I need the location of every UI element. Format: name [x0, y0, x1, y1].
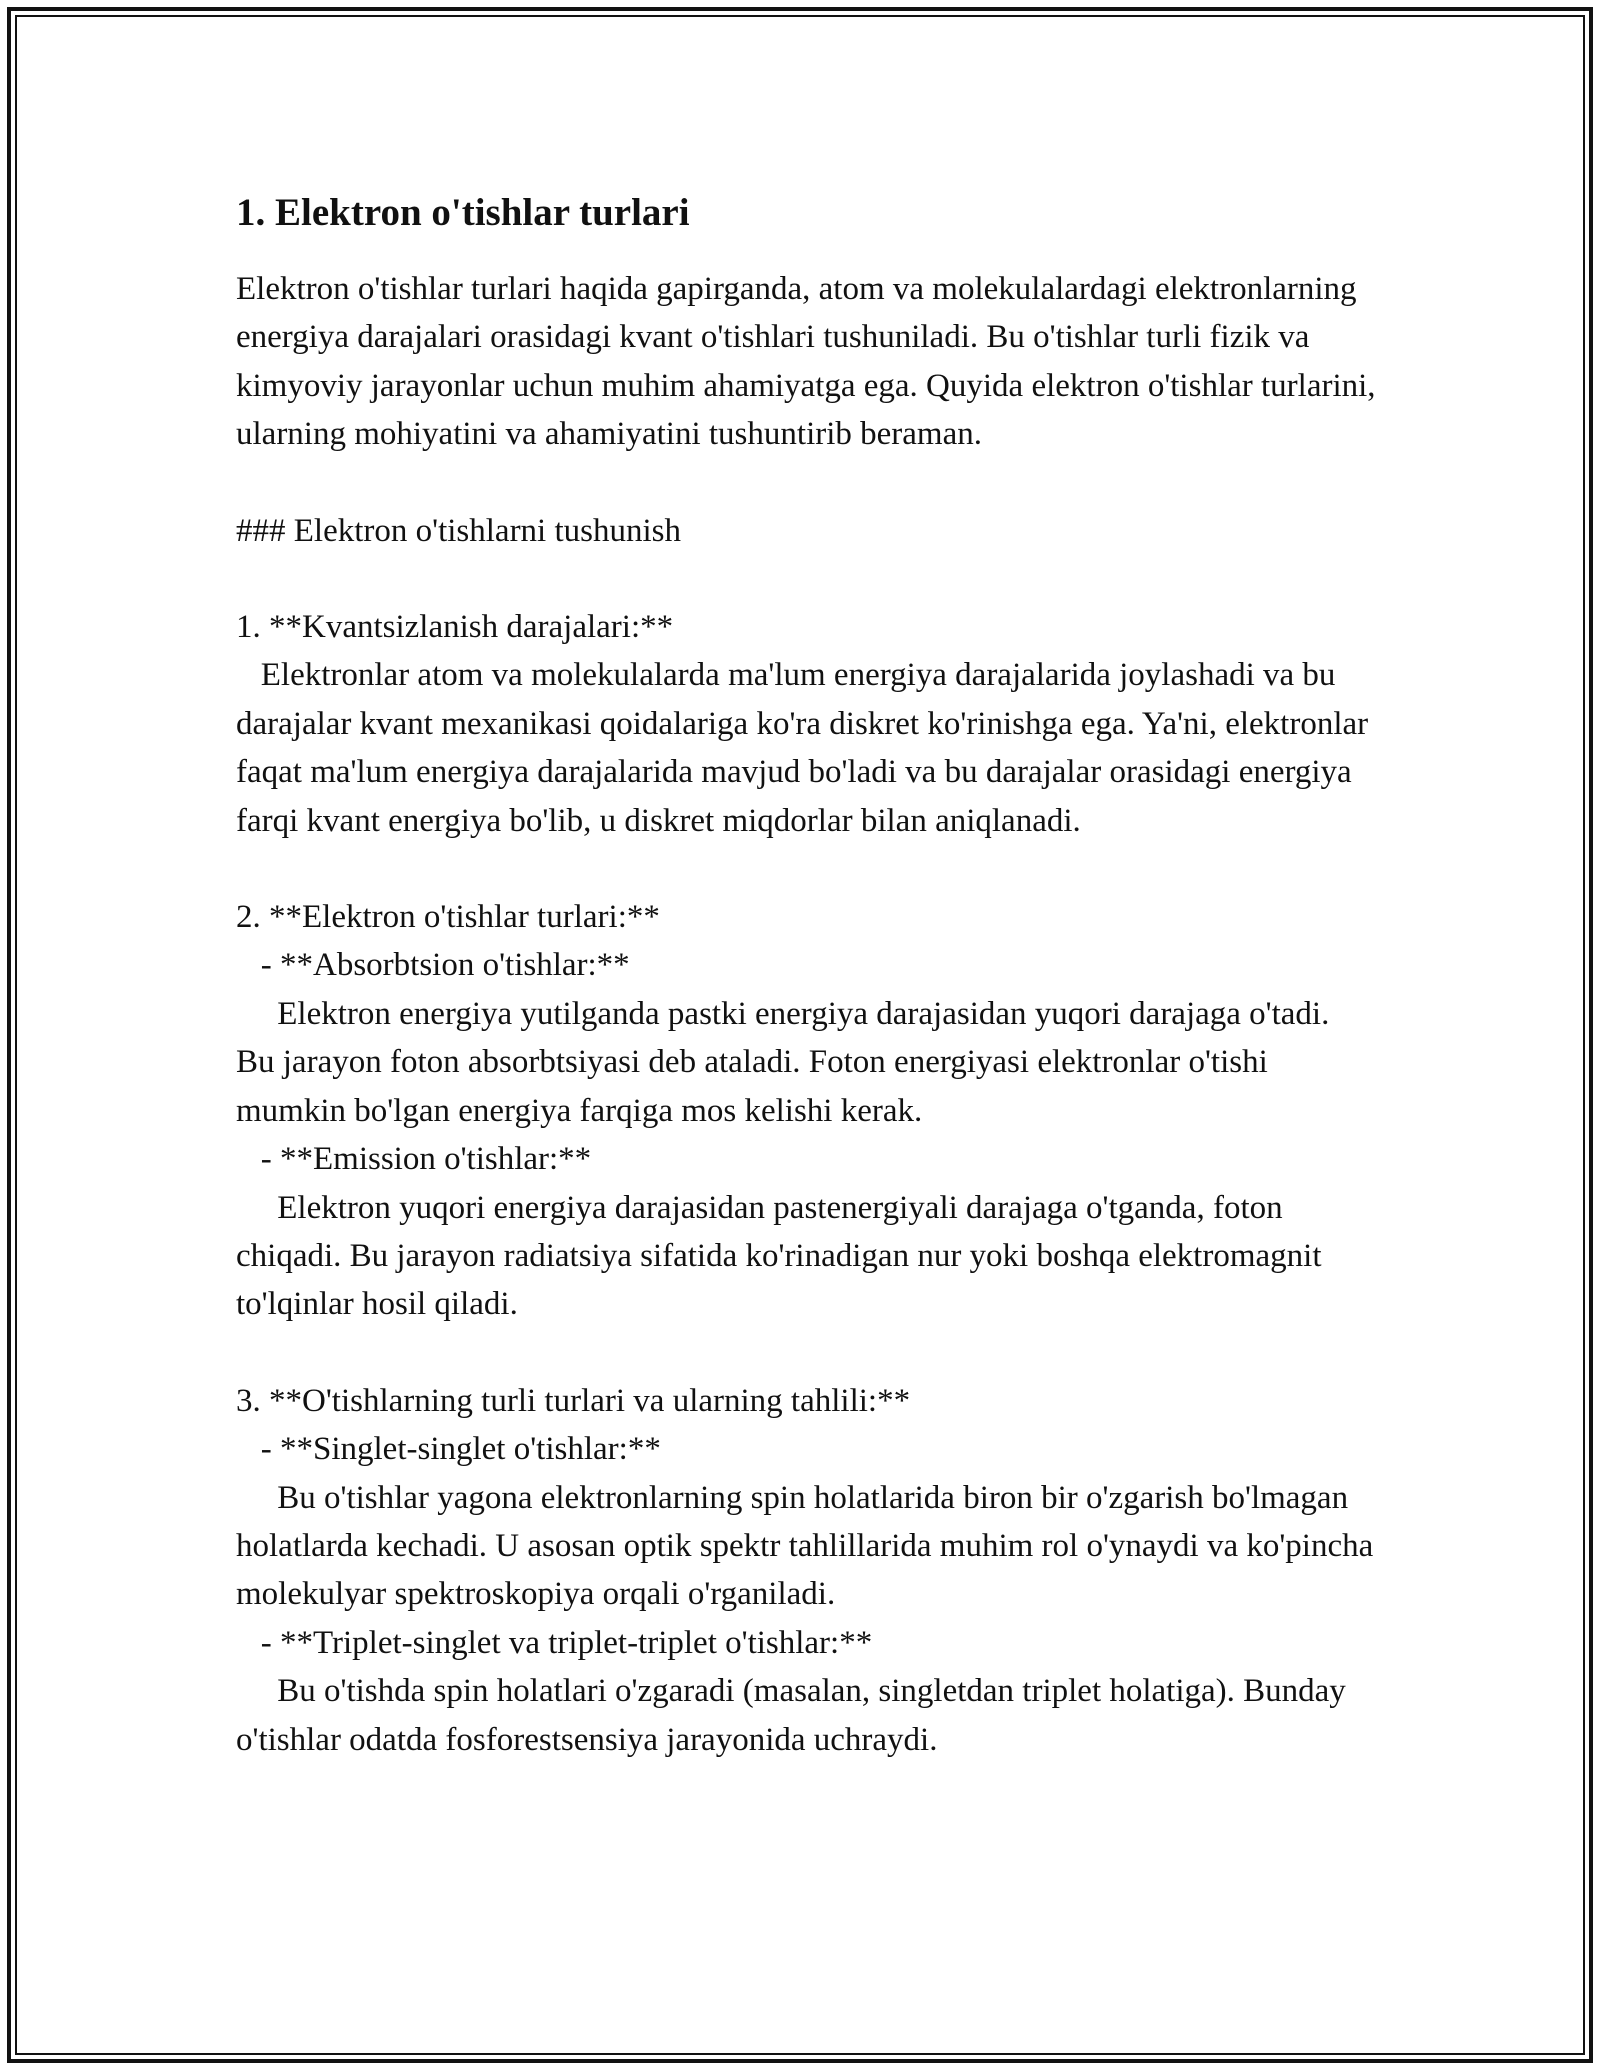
subheading-text: ### Elektron o'tishlarni tushunish — [236, 512, 682, 549]
document-body — [236, 186, 1384, 1764]
list-item-otish-turlari: 2. **Elektron o'tishlar turlari:** - **Absorbtsion o'tishlar:** Elektron energiya yutilganda pastki energiya darajasidan yuqori darajaga o'tadi. Bu jarayon foton absorbtsiyasi deb ataladi. Foton energiyasi elektronlar o'tishi mumkin bo'lgan energiya farqiga mos kelishi kerak. - **Emission o'tishlar:** Elektron yuqori energiya darajasidan pastenergiyali darajaga o'tganda, foton chiqadi. Bu jarayon radiatsiya sifatida ko'rinadigan nur yoki boshqa elektromagnit to'lqinlar hosil qiladi. — [236, 899, 1330, 1323]
section-heading: 1. Elektron o'tishlar turlari — [236, 191, 690, 234]
intro-paragraph: Elektron o'tishlar turlari haqida gapirganda, atom va molekulalardagi elektronlarning energiya darajalari orasidagi kvant o'tishlari tushuniladi. Bu o'tishlar turli fizik va kimyoviy jarayonlar uchun muhim ahamiyatga ega. Quyida elektron o'tishlar turlarini, ularning mohiyatini va ahamiyatini tushuntirib beraman. — [236, 271, 1384, 453]
list-item-kvantsizlanish: 1. **Kvantsizlanish darajalari:** Elektronlar atom va molekulalarda ma'lum energiya darajalarida joylashadi va bu darajalar kvant mexanikasi qoidalariga ko'ra diskret ko'rinishga ega. Ya'ni, elektronlar faqat ma'lum energiya darajalarida mavjud bo'ladi va bu darajalar orasidagi energiya farqi kvant energiya bo'lib, u diskret miqdorlar bilan aniqlanadi. — [236, 609, 1369, 839]
list-item-tahlil: 3. **O'tishlarning turli turlari va ularning tahlili:** - **Singlet-singlet o'tishlar:** Bu o'tishlar yagona elektronlarning spin holatlarida biron bir o'zgarish bo'lmagan holatlarda kechadi. U asosan optik spektr tahlillarida muhim rol o'ynaydi va ko'pincha molekulyar spektroskopiya orqali o'rganiladi. - **Triplet-singlet va triplet-triplet o'tishlar:** Bu o'tishda spin holatlari o'zgaradi (masalan, singletdan triplet holatiga). Bunday o'tishlar odatda fosforestsensiya jarayonida uchraydi. — [236, 1382, 1374, 1758]
